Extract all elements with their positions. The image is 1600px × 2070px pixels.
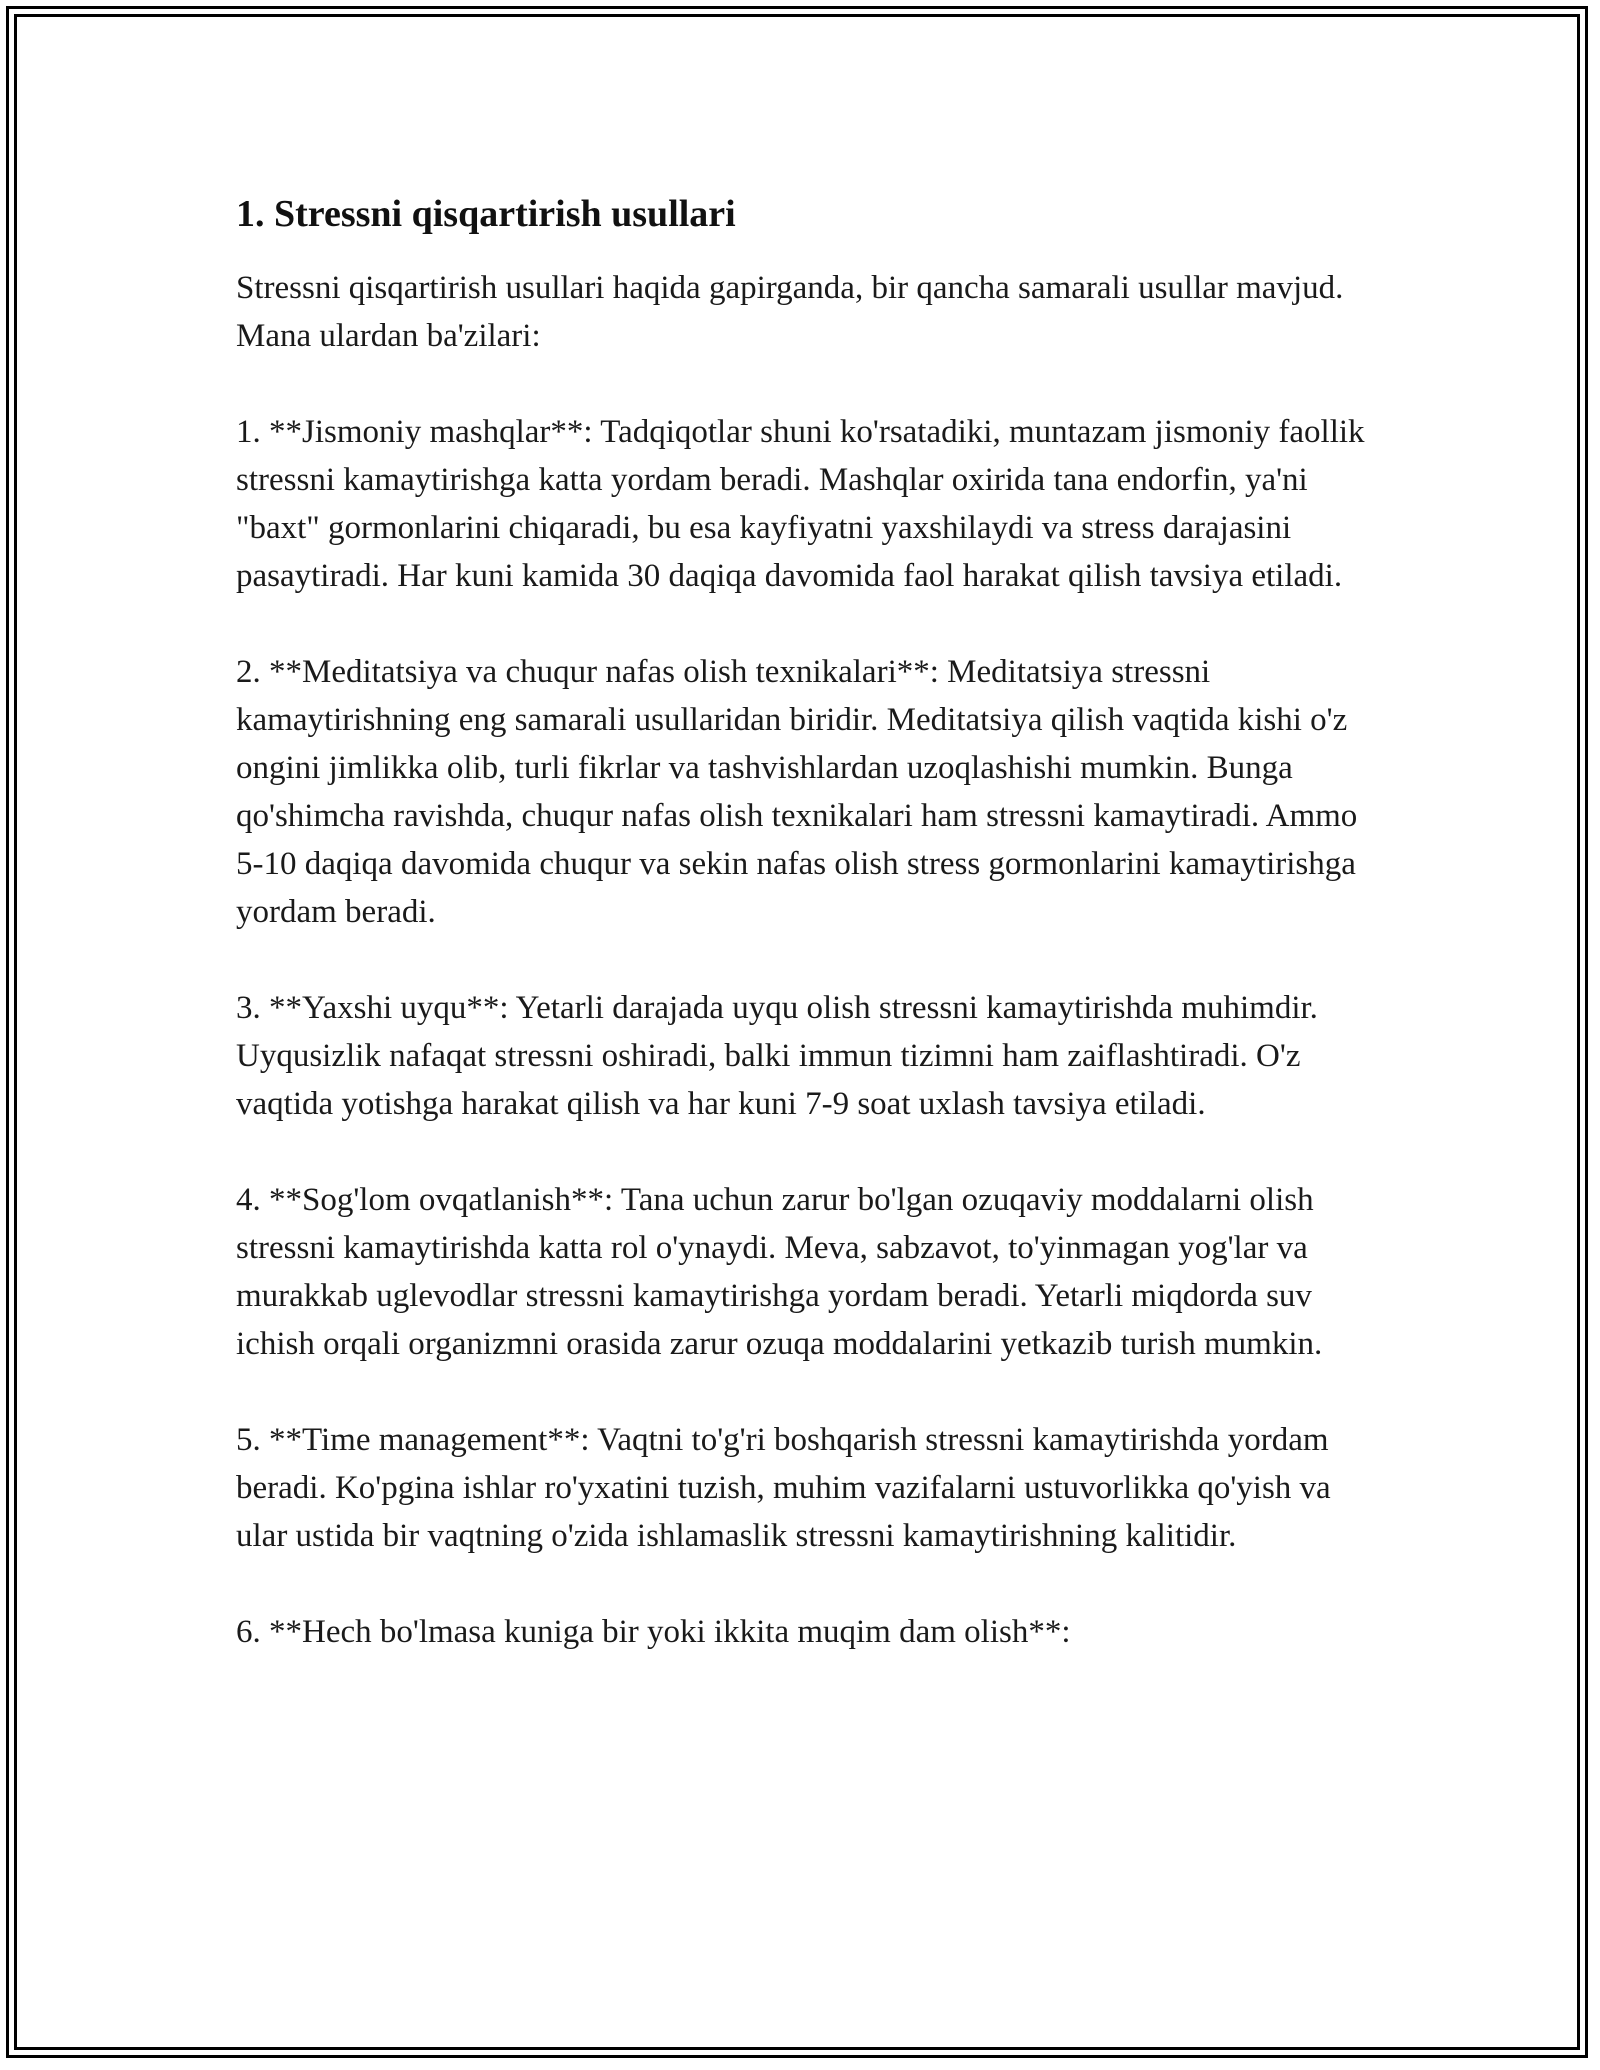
section-heading: 1. Stressni qisqartirish usullari: [236, 193, 736, 235]
list-item-nutrition: 4. **Sog'lom ovqatlanish**: Tana uchun zarur bo'lgan ozuqaviy moddalarni olish stressni kamaytirishda katta rol o'ynaydi. Meva, sabzavot, to'yinmagan yog'lar va murakkab uglevodlar stressni kamaytirishga yordam beradi. Yetarli miqdorda suv ichish orqali organizmni orasida zarur ozuqa moddalarini yetkazib turish mumkin.: [236, 1182, 1323, 1362]
list-item-time-management: 5. **Time management**: Vaqtni to'g'ri boshqarish stressni kamaytirishda yordam beradi. Ko'pgina ishlar ro'yxatini tuzish, muhim vazifalarni ustuvorlikka qo'yish va ular ustida bir vaqtning o'zida ishlamaslik stressni kamaytirishning kalitidir.: [236, 1422, 1339, 1554]
list-item-meditation: 2. **Meditatsiya va chuqur nafas olish texnikalari**: Meditatsiya stressni kamaytirishning eng samarali usullaridan biridir. Meditatsiya qilish vaqtida kishi o'z ongini jimlikka olib, turli fikrlar va tashvishlardan uzoqlashishi mumkin. Bunga qo'shimcha ravishda, chuqur nafas olish texnikalari ham stressni kamaytiradi. Ammo 5-10 daqiqa davomida chuqur va sekin nafas olish stress gormonlarini kamaytirishga yordam beradi.: [236, 654, 1366, 930]
document-body: [236, 186, 1373, 1656]
list-item-sleep: 3. **Yaxshi uyqu**: Yetarli darajada uyqu olish stressni kamaytirishda muhimdir. Uyqusizlik nafaqat stressni oshiradi, balki immun tizimni ham zaiflashtiradi. O'z vaqtida yotishga harakat qilish va har kuni 7-9 soat uxlash tavsiya etiladi.: [236, 990, 1327, 1122]
intro-paragraph: Stressni qisqartirish usullari haqida gapirganda, bir qancha samarali usullar mavjud. Mana ulardan ba'zilari:: [236, 270, 1352, 354]
list-item-exercise: 1. **Jismoniy mashqlar**: Tadqiqotlar shuni ko'rsatadiki, muntazam jismoniy faollik stressni kamaytirishga katta yordam beradi. Mashqlar oxirida tana endorfin, ya'ni "baxt" gormonlarini chiqaradi, bu esa kayfiyatni yaxshilaydi va stress darajasini pasaytiradi. Har kuni kamida 30 daqiqa davomida faol harakat qilish tavsiya etiladi.: [236, 414, 1373, 594]
list-item-rest: 6. **Hech bo'lmasa kuniga bir yoki ikkita muqim dam olish**:: [236, 1614, 1071, 1650]
